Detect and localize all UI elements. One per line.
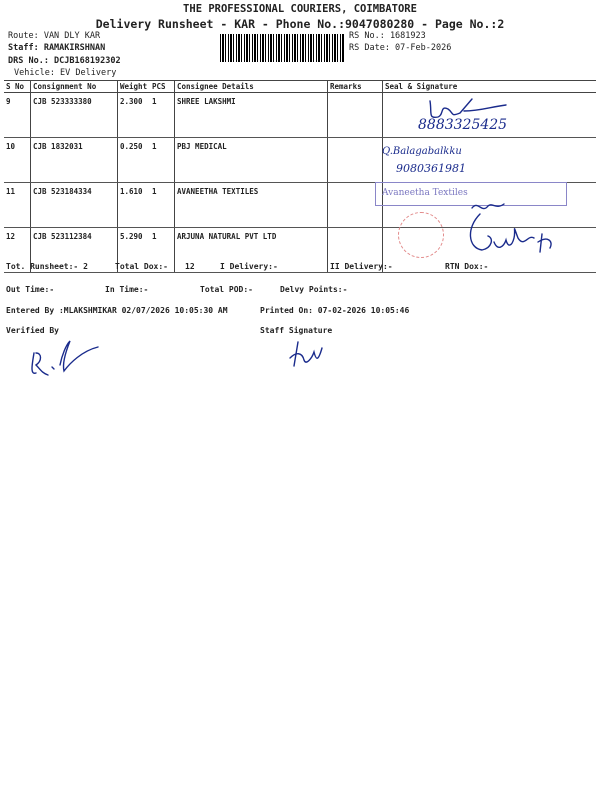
stamp-text: Avaneetha Textiles (382, 188, 468, 198)
cell-remarks (328, 138, 383, 183)
staff-signature-mark (288, 338, 328, 370)
staff-label: Staff: RAMAKIRSHNAN (8, 43, 106, 53)
staff-signature-label: Staff Signature (260, 326, 333, 335)
col-pcs: PCS (150, 81, 175, 93)
cell-seal-signature (383, 138, 597, 183)
vehicle-label: Vehicle: EV Delivery (14, 68, 117, 78)
entered-by: Entered By :MLAKSHMIKAR 02/07/2026 10:05:30 AM (6, 306, 228, 315)
rs-no-label: RS No.: 1681923 (349, 31, 426, 41)
out-time-label: Out Time:- (6, 285, 55, 294)
col-sno: S No (4, 81, 31, 93)
cell-sno: 11 (4, 183, 31, 228)
cell-consignment: CJB 523184334 (31, 183, 118, 228)
i-delivery-label: I Delivery:- (220, 262, 278, 271)
seal-stamp-row12 (398, 212, 444, 258)
handwritten-name-row10: Q.Balagabalkku (382, 146, 462, 157)
cell-pcs: 1 (150, 183, 175, 228)
cell-consignment: CJB 523112384 (31, 228, 118, 273)
verified-signature (26, 335, 106, 380)
cell-consignee: PBJ MEDICAL (175, 138, 328, 183)
cell-consignee: AVANEETHA TEXTILES (175, 183, 328, 228)
table-header-row (4, 81, 596, 93)
in-time-label: In Time:- (105, 285, 149, 294)
signature-row12 (458, 208, 568, 260)
cell-sno: 12 (4, 228, 31, 273)
cell-sno: 9 (4, 93, 31, 138)
cell-pcs: 1 (150, 138, 175, 183)
handwritten-phone-row9: 8883325425 (418, 117, 508, 133)
cell-consignee: SHREE LAKSHMI (175, 93, 328, 138)
drs-label: DRS No.: DCJB168192302 (8, 56, 121, 66)
table-row (4, 138, 596, 183)
tot-runsheet: Tot. Runsheet:- 2 (6, 262, 88, 271)
col-consignee: Consignee Details (175, 81, 328, 93)
col-seal-signature: Seal & Signature (383, 81, 597, 93)
cell-weight: 1.610 (118, 183, 151, 228)
cell-consignment: CJB 523333380 (31, 93, 118, 138)
rtn-dox-label: RTN Dox:- (445, 262, 489, 271)
route-label: Route: VAN DLY KAR (8, 31, 101, 41)
cell-remarks (328, 93, 383, 138)
verified-by-label: Verified By (6, 326, 59, 335)
total-dox-label: Total Dox:- (115, 262, 168, 271)
total-dox-value: 12 (185, 262, 195, 271)
cell-weight: 2.300 (118, 93, 151, 138)
handwritten-phone-row10: 9080361981 (396, 162, 466, 175)
runsheet-subtitle: Delivery Runsheet - KAR - Phone No.:9047080280 - Page No.:2 (95, 17, 505, 31)
col-weight: Weight (118, 81, 151, 93)
printed-on: Printed On: 07-02-2026 10:05:46 (260, 306, 410, 315)
delvy-points-label: Delvy Points:- (280, 285, 348, 294)
barcode (220, 34, 344, 62)
cell-consignment: CJB 1832031 (31, 138, 118, 183)
cell-consignee: ARJUNA NATURAL PVT LTD (175, 228, 328, 273)
ii-delivery-label: II Delivery:- (330, 262, 393, 271)
company-title: THE PROFESSIONAL COURIERS, COIMBATORE (183, 3, 417, 15)
col-consignment: Consignment No (31, 81, 118, 93)
cell-weight: 0.250 (118, 138, 151, 183)
total-pod-label: Total POD:- (200, 285, 253, 294)
cell-sno: 10 (4, 138, 31, 183)
cell-weight: 5.290 (118, 228, 151, 273)
cell-pcs: 1 (150, 93, 175, 138)
col-remarks: Remarks (328, 81, 383, 93)
rs-date-label: RS Date: 07-Feb-2026 (349, 43, 452, 53)
cell-pcs: 1 (150, 228, 175, 273)
